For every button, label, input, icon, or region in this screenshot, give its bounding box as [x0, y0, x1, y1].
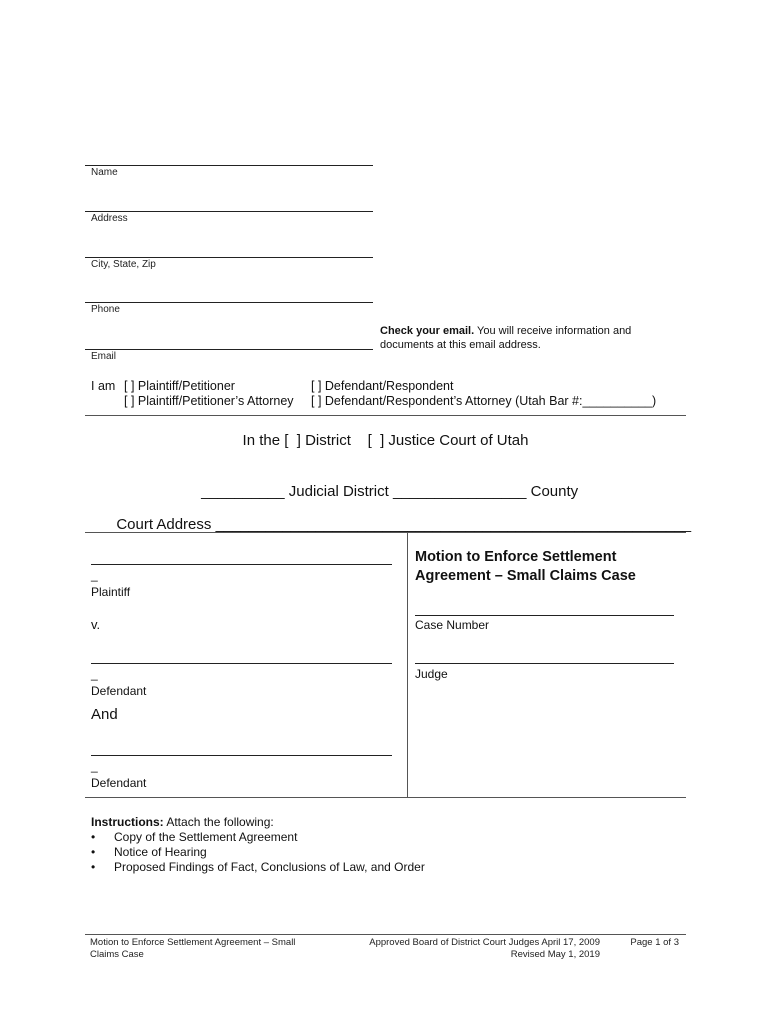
defendant-underscore: _	[91, 667, 98, 681]
instruction-item: • Notice of Hearing	[91, 845, 651, 860]
email-note-line2: documents at this email address.	[380, 339, 541, 351]
footer-approval	[340, 937, 600, 961]
plaintiff-name-line[interactable]	[91, 564, 392, 565]
document-title	[415, 548, 680, 586]
district-blank[interactable]: __________	[201, 483, 285, 500]
defendant2-underscore: _	[91, 759, 98, 773]
instruction-item: • Proposed Findings of Fact, Conclusions of Law, and Order	[91, 860, 651, 875]
name-line[interactable]	[85, 165, 373, 166]
address-label: Address	[91, 213, 128, 224]
city-state-zip-line[interactable]	[85, 257, 373, 258]
footer-approved: Approved Board of District Court Judges April 17, 2009	[369, 937, 600, 948]
court-address-label: Court Address	[116, 516, 212, 533]
defendant-name-line[interactable]	[91, 663, 392, 664]
address-line[interactable]	[85, 211, 373, 212]
checkbox-defendant-attorney[interactable]: [ ] Defendant/Respondent’s Attorney (Utah Bar #:__________)	[311, 394, 657, 408]
section-divider	[85, 415, 686, 416]
case-number-line[interactable]	[415, 615, 674, 616]
email-note	[380, 324, 680, 352]
judge-label: Judge	[415, 667, 448, 681]
footer-form-title-line2: Claims Case	[90, 949, 144, 960]
instructions-list	[91, 830, 651, 875]
plaintiff-label: Plaintiff	[91, 585, 131, 599]
judicial-district-label: Judicial District	[284, 483, 393, 500]
defendant2-name-line[interactable]	[91, 755, 392, 756]
county-label: County	[526, 483, 579, 500]
court-address-row	[108, 499, 691, 533]
checkbox-plaintiff[interactable]: [ ] Plaintiff/Petitioner	[124, 379, 235, 393]
name-label: Name	[91, 167, 118, 178]
email-note-bold: Check your email.	[380, 325, 475, 337]
checkbox-plaintiff-attorney[interactable]: [ ] Plaintiff/Petitioner’s Attorney	[124, 394, 294, 408]
and-label: And	[91, 706, 118, 723]
instructions-heading: Instructions:	[91, 815, 164, 829]
checkbox-defendant[interactable]: [ ] Defendant/Respondent	[311, 379, 454, 393]
document-title-line1: Motion to Enforce Settlement	[415, 549, 617, 565]
judge-line[interactable]	[415, 663, 674, 664]
instructions	[91, 815, 651, 875]
email-label: Email	[91, 351, 117, 362]
document-title-line2: Agreement – Small Claims Case	[415, 568, 636, 584]
email-note-rest: You will receive information and	[474, 325, 632, 337]
instructions-intro: Attach the following:	[163, 815, 274, 829]
instruction-item: • Copy of the Settlement Agreement	[91, 830, 651, 845]
county-blank[interactable]: ________________	[392, 483, 527, 500]
i-am-label: I am	[91, 379, 116, 393]
caption-bottom-border	[85, 797, 686, 798]
case-number-label: Case Number	[415, 618, 490, 632]
footer-revised: Revised May 1, 2019	[510, 949, 600, 960]
city-state-zip-label: City, State, Zip	[91, 259, 156, 270]
defendant-label: Defendant	[91, 684, 147, 698]
court-address-blank[interactable]: _________________________________________________________	[215, 516, 692, 533]
phone-label: Phone	[91, 304, 120, 315]
phone-line[interactable]	[85, 302, 373, 303]
footer-form-title-line1: Motion to Enforce Settlement Agreement – Small	[90, 937, 296, 948]
defendant2-label: Defendant	[91, 776, 147, 790]
footer-page-number: Page 1 of 3	[630, 937, 679, 948]
judicial-district-line	[85, 466, 686, 500]
footer-form-title	[90, 937, 330, 961]
caption-top-border	[85, 532, 686, 533]
footer-rule	[85, 934, 686, 935]
plaintiff-underscore: _	[91, 568, 98, 582]
court-type-line: In the [ ] District [ ] Justice Court of Utah	[242, 432, 529, 449]
versus-label: v.	[91, 617, 101, 632]
caption-divider	[407, 532, 408, 797]
email-line[interactable]	[85, 349, 373, 350]
